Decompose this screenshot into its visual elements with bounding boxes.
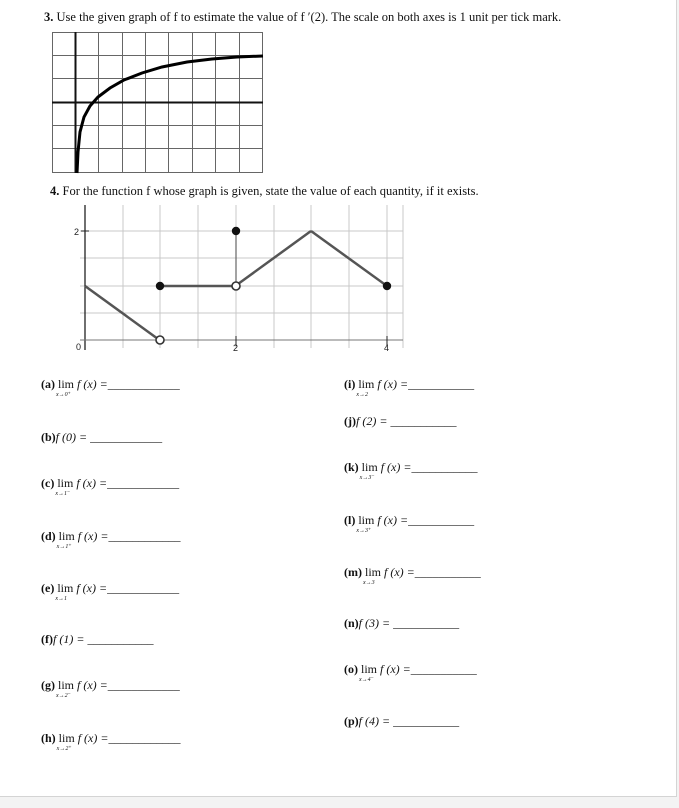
part-k-answer-blank[interactable]: ___________	[411, 460, 478, 474]
part-d-limit	[56, 529, 75, 550]
part-a-expr: f (x) =	[77, 377, 108, 391]
part-i-limit	[356, 377, 375, 398]
part-l-limit	[356, 513, 375, 534]
part-b-answer-blank[interactable]: ____________	[90, 430, 163, 444]
part-e-lim-sub: x→1	[55, 596, 67, 602]
graph-q4-tick-label-4: 4	[384, 343, 390, 353]
part-k-limit	[359, 460, 378, 481]
part-a-label: (a)	[41, 377, 55, 391]
part-d-lim-text: lim	[58, 529, 75, 543]
part-e-limit	[55, 581, 74, 602]
part-h-lim-text: lim	[58, 731, 75, 745]
part-o	[344, 662, 477, 683]
part-i-lim-sub: x→2	[356, 392, 368, 398]
part-a-lim-sub: x→0⁺	[56, 392, 71, 398]
part-d-label: (d)	[41, 529, 56, 543]
part-n-label: (n)	[344, 616, 359, 630]
part-k-lim-sub: x→3⁻	[359, 475, 375, 481]
part-d-lim-sub: x→1⁺	[56, 544, 72, 550]
part-a-lim-text: lim	[58, 377, 75, 391]
part-p	[344, 714, 459, 728]
part-d-expr: f (x) =	[77, 529, 109, 543]
part-g-answer-blank[interactable]: ____________	[107, 678, 180, 692]
graph-q4-closed-point-1-1	[156, 282, 164, 290]
graph-q4-grid	[80, 205, 403, 348]
part-p-label: (p)	[344, 714, 359, 728]
part-j-label: (j)	[344, 414, 356, 428]
part-g-lim-sub: x→2⁻	[56, 693, 71, 699]
part-m-expr: f (x) =	[384, 565, 415, 579]
part-n-expr: f (3) =	[358, 616, 391, 630]
question-3-text: Use the given graph of f to estimate the value of f ′(2). The scale on both axes is 1 unit per tick mark.	[56, 10, 562, 24]
part-j-expr: f (2) =	[356, 414, 388, 428]
part-j-answer-blank[interactable]: ___________	[390, 414, 457, 428]
part-c-lim-sub: x→1⁻	[55, 491, 71, 497]
part-l-lim-text: lim	[358, 513, 375, 527]
part-m-lim-sub: x→3	[363, 580, 375, 586]
part-c-answer-blank[interactable]: ____________	[107, 476, 180, 490]
part-g-expr: f (x) =	[77, 678, 108, 692]
question-4	[50, 184, 479, 199]
part-l-answer-blank[interactable]: ___________	[408, 513, 475, 527]
part-b-expr: f (0) =	[55, 430, 88, 444]
part-k	[344, 460, 478, 481]
part-h-lim-sub: x→2⁺	[56, 746, 72, 752]
part-h-answer-blank[interactable]: ____________	[108, 731, 181, 745]
part-k-lim-text: lim	[361, 460, 378, 474]
part-f-expr: f (1) =	[53, 632, 85, 646]
part-h	[41, 731, 181, 752]
part-n	[344, 616, 459, 630]
part-i-label: (i)	[344, 377, 356, 391]
question-3	[44, 10, 561, 25]
part-g-label: (g)	[41, 678, 55, 692]
part-m-lim-text: lim	[365, 565, 382, 579]
part-o-limit	[359, 662, 378, 683]
part-b	[41, 430, 162, 444]
part-e-answer-blank[interactable]: ____________	[107, 581, 180, 595]
part-p-answer-blank[interactable]: ___________	[393, 714, 460, 728]
part-o-lim-sub: x→4⁻	[359, 677, 374, 683]
part-o-answer-blank[interactable]: ___________	[410, 662, 477, 676]
graph-q4-tick-label-2: 2	[233, 343, 239, 353]
part-d	[41, 529, 181, 550]
part-m-limit	[363, 565, 382, 586]
part-g-limit	[56, 678, 75, 699]
part-k-expr: f (x) =	[380, 460, 412, 474]
part-m	[344, 565, 481, 586]
part-a-limit	[56, 377, 75, 398]
part-i-lim-text: lim	[358, 377, 375, 391]
part-k-label: (k)	[344, 460, 359, 474]
graph-q4-y-tick-label-2: 2	[74, 227, 80, 237]
part-c-lim-text: lim	[57, 476, 74, 490]
part-g	[41, 678, 180, 699]
part-l-expr: f (x) =	[377, 513, 409, 527]
part-h-expr: f (x) =	[77, 731, 109, 745]
part-o-lim-text: lim	[361, 662, 378, 676]
part-c-label: (c)	[41, 476, 55, 490]
graph-q4-closed-point-4-1	[383, 282, 391, 290]
graph-q4-open-point-2-1	[232, 282, 240, 290]
part-g-lim-text: lim	[58, 678, 75, 692]
part-j	[344, 414, 456, 428]
part-e-expr: f (x) =	[76, 581, 108, 595]
part-d-answer-blank[interactable]: ____________	[108, 529, 181, 543]
part-l	[344, 513, 475, 534]
part-m-answer-blank[interactable]: ___________	[414, 565, 481, 579]
graph-q4-closed-point-2-2	[232, 227, 240, 235]
part-f-answer-blank[interactable]: ___________	[87, 632, 154, 646]
question-4-text: For the function f whose graph is given, state the value of each quantity, if it exists.	[62, 184, 479, 198]
part-c	[41, 476, 180, 497]
part-l-lim-sub: x→3⁺	[356, 528, 372, 534]
part-e	[41, 581, 180, 602]
part-i-answer-blank[interactable]: ___________	[408, 377, 475, 391]
graph-q4-open-point-1-0	[156, 336, 164, 344]
graph-q4-tick-label-0: 0	[76, 342, 82, 352]
graph-q3	[52, 32, 268, 178]
part-e-label: (e)	[41, 581, 55, 595]
part-h-label: (h)	[41, 731, 56, 745]
part-m-label: (m)	[344, 565, 362, 579]
part-b-label: (b)	[41, 430, 56, 444]
part-c-limit	[55, 476, 74, 497]
question-4-number: 4.	[50, 184, 60, 198]
part-c-expr: f (x) =	[76, 476, 108, 490]
part-f	[41, 632, 153, 646]
part-a-answer-blank[interactable]: ____________	[107, 377, 180, 391]
part-h-limit	[56, 731, 75, 752]
part-i-expr: f (x) =	[377, 377, 409, 391]
graph-q4	[70, 200, 410, 360]
question-3-number: 3.	[44, 10, 54, 24]
part-l-label: (l)	[344, 513, 356, 527]
part-a	[41, 377, 180, 398]
part-n-answer-blank[interactable]: ___________	[393, 616, 460, 630]
graph-q3-curve	[77, 56, 263, 173]
part-f-label: (f)	[41, 632, 53, 646]
part-e-lim-text: lim	[57, 581, 74, 595]
part-o-expr: f (x) =	[380, 662, 411, 676]
part-p-expr: f (4) =	[358, 714, 391, 728]
part-o-label: (o)	[344, 662, 358, 676]
part-i	[344, 377, 475, 398]
